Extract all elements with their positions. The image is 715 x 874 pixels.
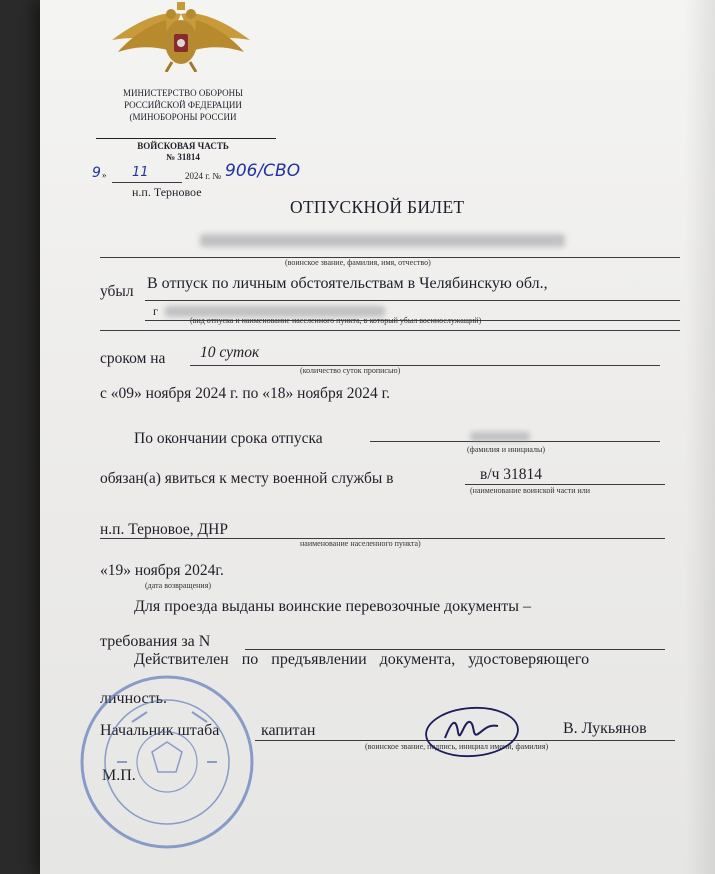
departed-label: убыл — [100, 283, 134, 300]
identity-text: личность. — [100, 690, 167, 707]
requirements-label: требования за N — [100, 633, 211, 650]
place-name: н.п. Терновое — [132, 185, 202, 199]
redacted-initials — [470, 432, 530, 441]
travel-docs: Для проезда выданы воинские перевозочные документы – — [134, 598, 532, 615]
city-prefix: г — [153, 304, 158, 318]
org-line-1: МИНИСТЕРСТВО ОБОРОНЫ — [123, 88, 243, 98]
document-sheet: МИНИСТЕРСТВО ОБОРОНЫ РОССИЙСКОЙ ФЕДЕРАЦИИ (МИНОБОРОНЫ РОССИИ ВОЙСКОВАЯ ЧАСТЬ № 31814 9 » 11 2024 г. № 906/СВО н.п. Терновое ОТПУСКНОЙ БИЛЕТ (воинское звание, фамилия, имя, отчество) убыл В отпуск по личным обстоятельствам в Челябинскую обл., г (вид отпуска и наименование населенного пункта, в который убыл военнослужащий) сроком на 10 суток (количество суток прописью) с «09» ноября 2024 г. по «18» ноября 2024 г. По окончании срока отпуска (фамилия и инициалы) обязан(а) явиться к месту военной службы в в/ч 31814 (наименование воинской части или н.п. Терновое, ДНР наименование населенного пункта) «19» ноября 2024г. (дата возвращения) Для проезда выданы воинские перевозочные документы – требования за N Действителен по предъявлении документа, удостоверяющего личность. Начальник штаба капитан В. Лукьянов (воинское звание, подпись, инициал имени, фамилия) М.П. — [40, 0, 715, 874]
departed-value: В отпуск по личным обстоятельствам в Челябинскую обл., — [147, 275, 548, 292]
unit-number: № 31814 — [166, 152, 200, 162]
date-day: 9 — [92, 165, 101, 181]
caption-rank-name: (воинское звание, фамилия, имя, отчество) — [285, 258, 431, 267]
redacted-name — [200, 234, 565, 247]
caption-unit-name: (наименование воинской части или — [470, 486, 591, 495]
term-value: 10 суток — [200, 344, 260, 361]
unit-title: ВОЙСКОВАЯ ЧАСТЬ — [137, 141, 229, 151]
report-label: обязан(а) явиться к месту военной службы в — [100, 470, 394, 487]
chief-rank: капитан — [261, 722, 316, 739]
caption-initials: (фамилия и инициалы) — [467, 445, 546, 454]
round-stamp-icon — [72, 672, 262, 852]
caption-leave-type: (вид отпуска и наименование населенного пункта, в который убыл военнослужащий) — [190, 316, 482, 325]
signature-mark — [420, 700, 525, 760]
caption-signature: (воинское звание, подпись, инициал имени, фамилия) — [365, 742, 549, 751]
term-label: сроком на — [100, 350, 166, 367]
caption-days: (количество суток прописью) — [300, 366, 401, 375]
org-line-2: РОССИЙСКОЙ ФЕДЕРАЦИИ — [124, 100, 242, 110]
return-date: «19» ноября 2024г. — [100, 562, 224, 579]
document-title: ОТПУСКНОЙ БИЛЕТ — [290, 197, 465, 217]
eagle-emblem-icon — [106, 0, 256, 72]
chief-label: Начальник штаба — [100, 722, 220, 739]
date-year: 2024 г. № — [185, 171, 222, 181]
date-month: 11 — [132, 165, 149, 180]
settlement-value: н.п. Терновое, ДНР — [100, 521, 228, 538]
caption-return-date: (дата возвращения) — [145, 581, 212, 590]
chief-name: В. Лукьянов — [563, 720, 647, 737]
end-of-leave-label: По окончании срока отпуска — [134, 430, 323, 447]
caption-settlement: наименование населенного пункта) — [300, 539, 421, 548]
validity-text: Действителен по предъявлении документа, удостоверяющего — [134, 651, 590, 668]
doc-number: 906/СВО — [225, 161, 301, 181]
leave-period: с «09» ноября 2024 г. по «18» ноября 2024 г. — [100, 385, 391, 402]
seal-label: М.П. — [102, 767, 136, 784]
report-unit: в/ч 31814 — [480, 466, 543, 483]
org-line-3: (МИНОБОРОНЫ РОССИИ — [129, 112, 237, 122]
